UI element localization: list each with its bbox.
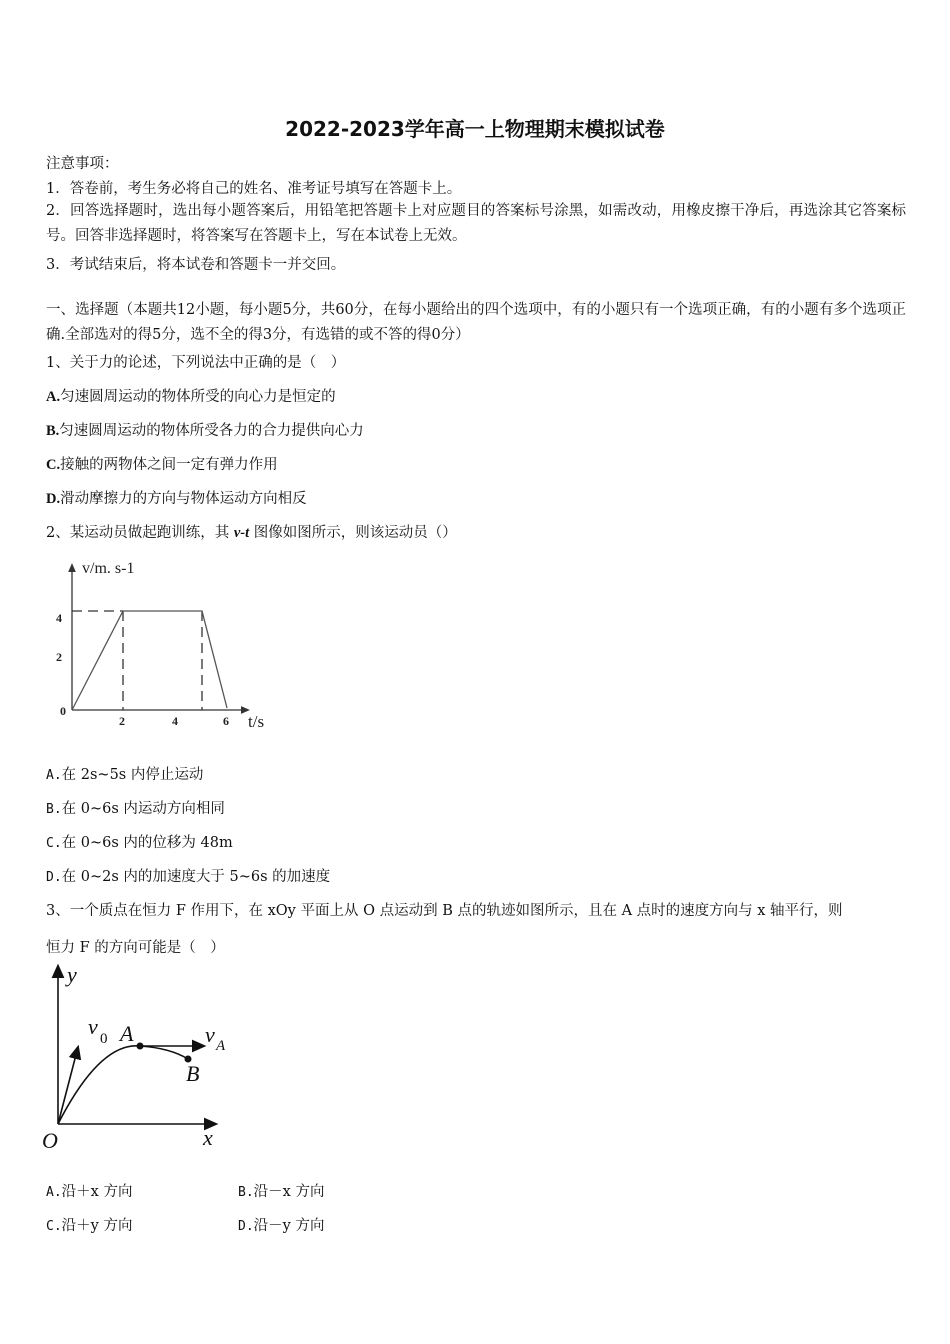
option-letter: B.: [238, 1185, 254, 1200]
q3-stem-line2: 恒力 F 的方向可能是（ ）: [46, 940, 225, 956]
q3-option-d: [238, 1214, 324, 1235]
option-letter: D.: [46, 870, 62, 885]
q2-option-c: [46, 831, 233, 852]
option-text: 接触的两物体之间一定有弹力作用: [60, 457, 278, 473]
label-va: v: [205, 1022, 215, 1047]
vt-graph: [46, 553, 296, 738]
option-text: 沿＋x 方向: [61, 1184, 133, 1200]
option-text: 在 0~2s 内的加速度大于 5~6s 的加速度: [61, 869, 331, 885]
q3-option-c: [46, 1214, 132, 1235]
q2-option-a: [46, 763, 203, 784]
q2-option-d: [46, 865, 330, 886]
option-letter: C.: [46, 836, 62, 851]
q1-option-b: [46, 419, 364, 440]
q1-option-c: [46, 453, 278, 474]
section-heading: 一、选择题（本题共12小题，每小题5分，共60分，在每小题给出的四个选项中，有的小题只有一个选项正确，有的小题有多个选项正确.全部选对的得5分，选不全的得3分，有选错的或不答的得0分）: [46, 302, 906, 343]
option-text: 沿－x 方向: [253, 1184, 325, 1200]
trajectory-diagram: [40, 962, 240, 1157]
label-a: A: [120, 1021, 134, 1046]
option-letter: D.: [46, 491, 61, 507]
traj-origin-label: O: [42, 1128, 58, 1153]
vt-curve: [72, 611, 227, 710]
q2-stem: [46, 521, 457, 542]
option-text: 匀速圆周运动的物体所受的向心力是恒定的: [60, 389, 336, 405]
option-text: 在 0~6s 内的位移为 48m: [61, 835, 233, 851]
q1-stem: 1、关于力的论述，下列说法中正确的是（ ）: [46, 355, 346, 371]
q3-option-a: [46, 1180, 132, 1201]
option-letter: C.: [46, 457, 61, 473]
vt-xtick-2: 2: [119, 714, 125, 728]
v0-arrow: [58, 1051, 77, 1124]
option-letter: B.: [46, 802, 62, 817]
option-text: 匀速圆周运动的物体所受各力的合力提供向心力: [59, 423, 364, 439]
option-text: 沿－y 方向: [253, 1218, 325, 1234]
vt-xtick-6: 6: [223, 714, 229, 728]
option-letter: A.: [46, 389, 61, 405]
option-letter: C.: [46, 1219, 62, 1234]
traj-curve: [58, 1046, 188, 1124]
notice-item-3: 3．考试结束后，将本试卷和答题卡一并交回。: [46, 257, 346, 273]
q2-stem-var: v-t: [233, 525, 250, 541]
page-title: 2022-2023学年高一上物理期末模拟试卷: [285, 117, 665, 141]
vt-xtick-4: 4: [172, 714, 178, 728]
q1-option-a: [46, 385, 336, 406]
option-text: 滑动摩擦力的方向与物体运动方向相反: [60, 491, 307, 507]
q3-option-b: [238, 1180, 324, 1201]
option-letter: A.: [46, 1185, 62, 1200]
traj-ylabel: y: [67, 962, 77, 987]
point-a: [137, 1043, 144, 1050]
notice-heading: 注意事项：: [46, 156, 119, 172]
option-letter: D.: [238, 1219, 254, 1234]
q2-option-b: [46, 797, 225, 818]
option-letter: B.: [46, 423, 60, 439]
q3-stem-line1: 3、一个质点在恒力 F 作用下，在 xOy 平面上从 O 点运动到 B 点的轨迹如图所示，且在 A 点时的速度方向与 x 轴平行，则: [46, 903, 843, 919]
option-text: 在 0~6s 内运动方向相同: [61, 801, 225, 817]
vt-ytick-0: 0: [60, 704, 66, 718]
q2-stem-pre: 2、某运动员做起跑训练，其: [46, 525, 234, 541]
vt-ytick-2: 2: [56, 650, 62, 664]
option-text: 在 2s~5s 内停止运动: [61, 767, 204, 783]
vt-ytick-4: 4: [56, 611, 62, 625]
q2-stem-post: 图像如图所示，则该运动员（）: [249, 525, 457, 541]
label-va-sub: A: [216, 1038, 226, 1054]
vt-xlabel: t/s: [248, 712, 265, 731]
option-letter: A.: [46, 768, 62, 783]
traj-xlabel: x: [203, 1125, 213, 1150]
label-b: B: [186, 1061, 200, 1086]
notice-item-2: 2．回答选择题时，选出每小题答案后，用铅笔把答题卡上对应题目的答案标号涂黑，如需改动，用橡皮擦干净后，再选涂其它答案标号。回答非选择题时，将答案写在答题卡上，写在本试卷上无效。: [46, 203, 906, 244]
notice-item-1: 1．答卷前，考生务必将自己的姓名、准考证号填写在答题卡上。: [46, 181, 462, 197]
option-text: 沿＋y 方向: [61, 1218, 133, 1234]
label-v0: v: [88, 1014, 98, 1039]
label-v0-sub: 0: [100, 1031, 108, 1047]
q1-option-d: [46, 487, 307, 508]
vt-ylabel: v/m. s-1: [82, 560, 135, 577]
